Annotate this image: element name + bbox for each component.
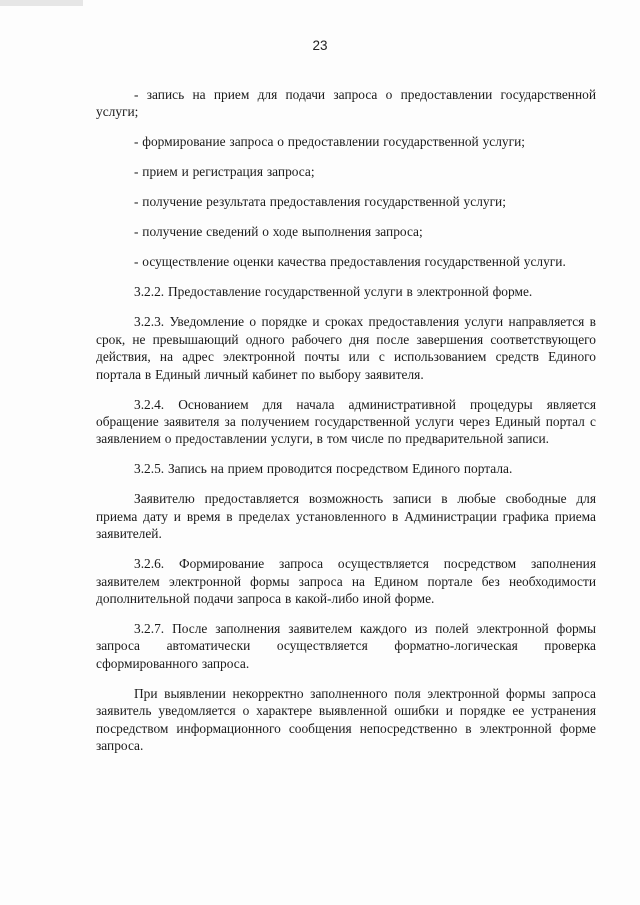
paragraph-3-2-7-continued: При выявлении некорректно заполненного поля электронной формы запроса заявитель уведомляется о характере выявленной ошибки и порядке ее устранения посредством информационного сообщения непосредственно в электронной форме запроса.: [96, 685, 596, 754]
paragraph-3-2-2: 3.2.2. Предоставление государственной услуги в электронной форме.: [134, 284, 533, 300]
paragraph-3-2-3: 3.2.3. Уведомление о порядке и сроках предоставления услуги направляется в срок, не превышающий одного рабочего дня после завершения соответствующего действия, на адрес электронной почты или с использованием средств Единого портала в Единый личный кабинет по выбору заявителя.: [96, 314, 596, 382]
paragraph-3-2-5: 3.2.5. Запись на прием проводится посредством Единого портала.: [134, 461, 513, 477]
paragraph-list-item-6: - осуществление оценки качества предоставления государственной услуги.: [134, 254, 566, 270]
paragraph-list-item-1: - запись на прием для подачи запроса о предоставлении государственной услуги;: [96, 87, 596, 120]
paragraph-list-item-5: - получение сведений о ходе выполнения запроса;: [134, 224, 423, 240]
page-number: 23: [312, 38, 328, 53]
document-body: [96, 86, 596, 767]
paragraph-list-item-3: - прием и регистрация запроса;: [134, 164, 315, 180]
scan-corner-mark: [0, 0, 83, 6]
paragraph-3-2-4: 3.2.4. Основанием для начала административной процедуры является обращение заявителя за получением государственной услуги через Единый портал с заявлением о предоставлении услуги, в том числе по предварительной записи.: [96, 396, 596, 447]
paragraph-list-item-2: - формирование запроса о предоставлении государственной услуги;: [134, 134, 525, 150]
paragraph-3-2-6: 3.2.6. Формирование запроса осуществляется посредством заполнения заявителем электронной формы запроса на Едином портале без необходимости дополнительной подачи запроса в какой-либо иной форме.: [96, 556, 596, 607]
paragraph-3-2-7: 3.2.7. После заполнения заявителем каждого из полей электронной формы запроса автоматически осуществляется форматно-логическая проверка сформированного запроса.: [96, 621, 596, 671]
paragraph-3-2-5-continued: Заявителю предоставляется возможность записи в любые свободные для приема дату и время в пределах установленного в Администрации графика приема заявителей.: [96, 491, 596, 542]
paragraph-list-item-4: - получение результата предоставления государственной услуги;: [134, 194, 506, 210]
